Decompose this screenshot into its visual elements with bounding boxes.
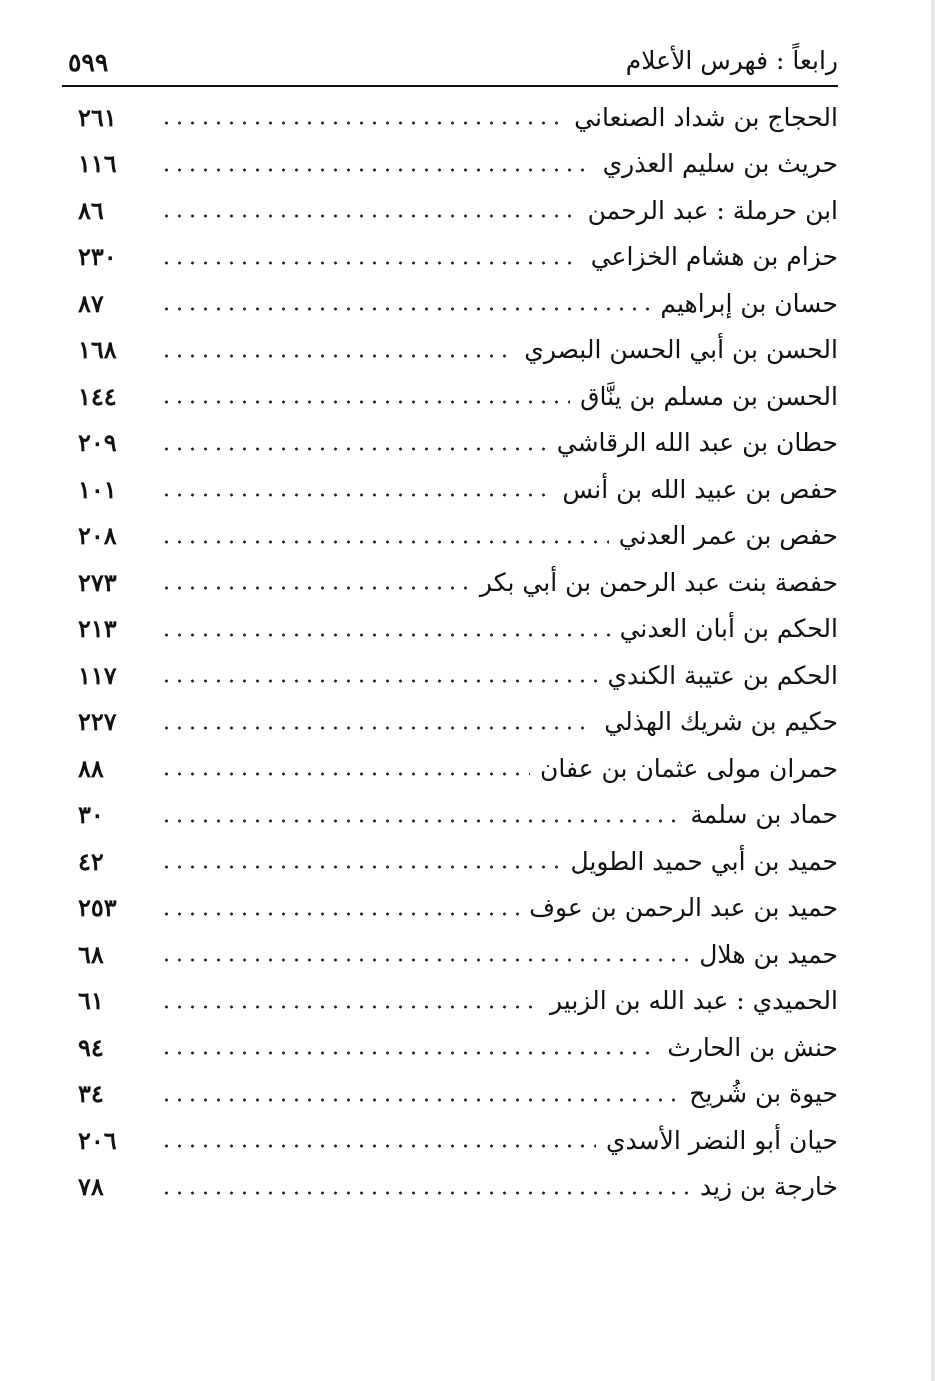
dot-leader [160, 307, 650, 311]
dot-leader [160, 726, 594, 730]
index-entry [78, 931, 838, 978]
entry-name: حيان أبو النضر الأسدي [605, 1125, 838, 1155]
index-entry [78, 1117, 838, 1164]
dot-leader [160, 772, 530, 776]
dot-leader [160, 633, 610, 637]
page-header [62, 44, 838, 86]
entry-page-number: ١١٧ [78, 660, 117, 690]
index-entry [78, 652, 838, 699]
dot-leader [160, 121, 564, 125]
entry-name: حكيم بن شريك الهذلي [604, 707, 838, 737]
entry-name: ابن حرملة : عبد الرحمن [587, 195, 838, 225]
entry-page-number: ٦٨ [78, 939, 104, 969]
entry-page-number: ٣٤ [78, 1079, 104, 1109]
entry-name: حماد بن سلمة [690, 800, 838, 830]
index-entry [78, 94, 838, 141]
entry-name: حميد بن أبي حميد الطويل [570, 846, 838, 876]
header-rule [62, 85, 838, 87]
entry-name: الحكم بن عتيبة الكندي [607, 660, 838, 690]
dot-leader [160, 1005, 540, 1009]
dot-leader [160, 540, 609, 544]
entry-page-number: ١١٦ [78, 149, 117, 179]
dot-leader [160, 400, 570, 404]
dot-leader [160, 586, 470, 590]
dot-leader [160, 958, 689, 962]
index-entry [78, 466, 838, 513]
entry-page-number: ١٤٤ [78, 381, 117, 411]
index-entry [78, 1164, 838, 1211]
entry-page-number: ٤٢ [78, 846, 104, 876]
entry-page-number: ٢٦١ [78, 102, 117, 132]
dot-leader [160, 214, 578, 218]
entry-page-number: ١٠١ [78, 474, 117, 504]
page-number: ٥٩٩ [68, 48, 109, 77]
dot-leader [160, 1144, 596, 1148]
entry-name: الحجاج بن شداد الصنعاني [574, 102, 838, 132]
dot-leader [160, 679, 597, 683]
index-entry [78, 513, 838, 560]
dot-leader [160, 168, 593, 172]
dot-leader [160, 912, 519, 916]
index-entry [78, 792, 838, 839]
running-title: رابعاً : فهرس الأعلام [625, 46, 838, 75]
entry-page-number: ١٦٨ [78, 335, 117, 365]
entry-page-number: ٢٥٣ [78, 893, 117, 923]
index-entry [78, 373, 838, 420]
index-entry [78, 280, 838, 327]
entry-name: حريث بن سليم العذري [602, 149, 838, 179]
entry-page-number: ٢٠٩ [78, 428, 117, 458]
entry-name: حميد بن هلال [699, 939, 838, 969]
entry-page-number: ٢٢٧ [78, 707, 117, 737]
index-entry [78, 838, 838, 885]
entry-name: حسان بن إبراهيم [660, 288, 838, 318]
dot-leader [160, 865, 560, 869]
index-entry [78, 141, 838, 188]
entry-page-number: ٣٠ [78, 800, 104, 830]
dot-leader [160, 447, 547, 451]
entry-page-number: ٢١٣ [78, 614, 117, 644]
index-entry [78, 699, 838, 746]
entry-page-number: ٢٧٣ [78, 567, 117, 597]
entry-page-number: ٩٤ [78, 1032, 104, 1062]
dot-leader [160, 1051, 657, 1055]
entry-page-number: ٧٨ [78, 1172, 104, 1202]
entry-page-number: ٦١ [78, 986, 104, 1016]
index-entry [78, 420, 838, 467]
entry-name: خارجة بن زيد [699, 1172, 838, 1202]
entry-name: الحكم بن أبان العدني [619, 614, 838, 644]
index-entry [78, 978, 838, 1025]
entry-name: حفص بن عبيد الله بن أنس [562, 474, 838, 504]
index-entry [78, 187, 838, 234]
entry-name: حمران مولى عثمان بن عفان [540, 753, 838, 783]
index-entry [78, 745, 838, 792]
entry-page-number: ٨٨ [78, 753, 104, 783]
index-entry [78, 1024, 838, 1071]
dot-leader [160, 1098, 679, 1102]
entry-page-number: ٢٣٠ [78, 242, 117, 272]
entry-page-number: ٢٠٨ [78, 521, 117, 551]
dot-leader [160, 1191, 690, 1195]
index-entry [78, 559, 838, 606]
entry-name: حطان بن عبد الله الرقاشي [556, 428, 838, 458]
entry-name: الحسن بن مسلم بن ينَّاق [580, 381, 838, 411]
entry-name: حنش بن الحارث [667, 1032, 838, 1062]
dot-leader [160, 493, 552, 497]
entry-name: حميد بن عبد الرحمن بن عوف [529, 893, 838, 923]
dot-leader [160, 354, 514, 358]
dot-leader [160, 819, 680, 823]
index-entry [78, 234, 838, 281]
index-entry [78, 885, 838, 932]
entry-page-number: ٨٧ [78, 288, 104, 318]
entry-name: حزام بن هشام الخزاعي [590, 242, 838, 272]
entry-name: حيوة بن شُريح [689, 1079, 838, 1109]
scan-edge [931, 0, 935, 1381]
entry-name: الحميدي : عبد الله بن الزبير [549, 986, 838, 1016]
entry-page-number: ٢٠٦ [78, 1125, 117, 1155]
entry-name: حفص بن عمر العدني [618, 521, 838, 551]
index-entry [78, 327, 838, 374]
entry-name: الحسن بن أبي الحسن البصري [524, 335, 838, 365]
dot-leader [160, 261, 581, 265]
index-list [78, 94, 838, 1210]
entry-name: حفصة بنت عبد الرحمن بن أبي بكر [479, 567, 838, 597]
index-entry [78, 1071, 838, 1118]
entry-page-number: ٨٦ [78, 195, 104, 225]
index-entry [78, 606, 838, 653]
